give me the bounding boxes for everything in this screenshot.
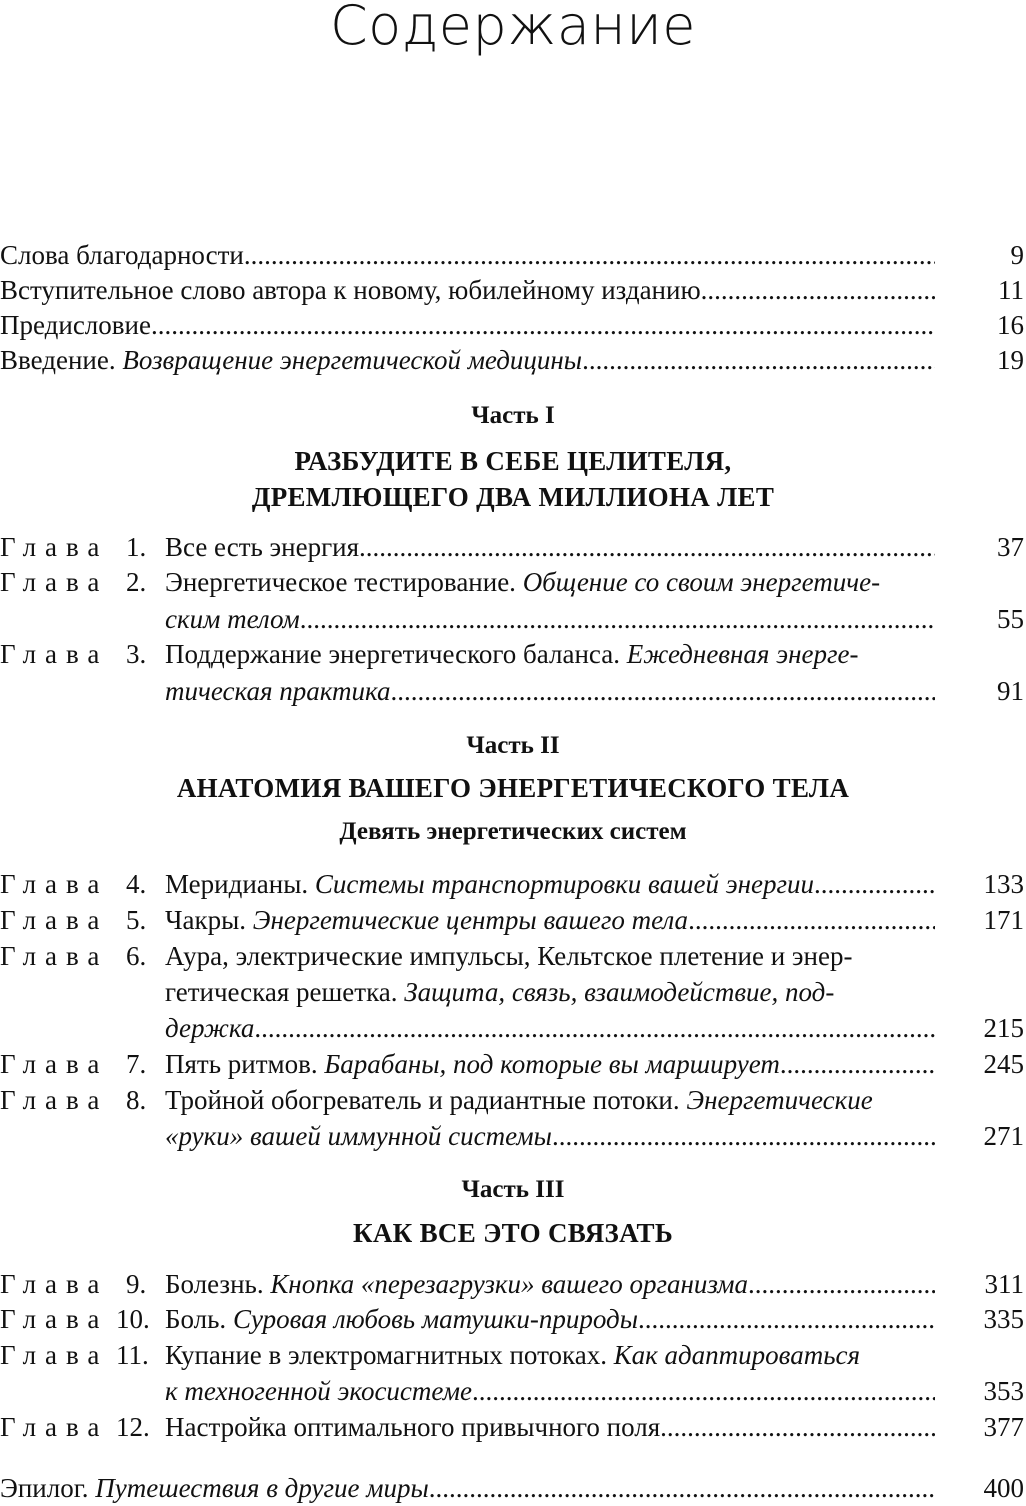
toc-entry[interactable] xyxy=(0,237,1026,273)
entry-subtitle: Энергетические xyxy=(686,1085,873,1115)
toc-entry[interactable] xyxy=(0,307,1026,343)
chapter-label: Глава xyxy=(0,941,109,971)
entry-subtitle: держка xyxy=(165,1013,255,1043)
part-label: Часть I xyxy=(471,402,555,429)
page-number: 215 xyxy=(983,1013,1024,1043)
chapter-label: Глава xyxy=(0,567,109,597)
entry-subtitle: к техногенной экосистеме xyxy=(165,1376,472,1406)
entry-subtitle: Общение со своим энергетиче- xyxy=(522,567,881,597)
entry-title: Купание в электромагнитных потоках. xyxy=(165,1340,614,1370)
chapter-label: Глава xyxy=(0,1085,109,1115)
toc-entry-continuation[interactable] xyxy=(0,673,1026,709)
chapter-label: Глава xyxy=(0,905,109,935)
toc-entry[interactable] xyxy=(0,636,1026,672)
chapter-number: 12. xyxy=(116,1412,150,1442)
chapter-label: Глава xyxy=(0,1340,109,1370)
part-title: АНАТОМИЯ ВАШЕГО ЭНЕРГЕТИЧЕСКОГО ТЕЛА xyxy=(176,773,850,803)
chapter-number: 10. xyxy=(116,1304,150,1334)
toc-entry[interactable] xyxy=(0,1301,1026,1337)
entry-title: Предисловие xyxy=(0,310,151,340)
page-number: 133 xyxy=(983,869,1024,899)
page-number: 55 xyxy=(997,604,1024,634)
chapter-number: 1. xyxy=(126,532,147,562)
part-title: ДРЕМЛЮЩЕГО ДВА МИЛЛИОНА ЛЕТ xyxy=(251,482,775,512)
entry-title: Все есть энергия xyxy=(165,532,360,562)
part-subtitle: Девять энергетических систем xyxy=(339,818,687,845)
chapter-number: 7. xyxy=(126,1049,147,1079)
entry-subtitle: Возвращение энергетической медицины xyxy=(122,345,583,375)
entry-title: Боль. xyxy=(165,1304,233,1334)
entry-subtitle: ским телом xyxy=(165,604,300,634)
chapter-label: Глава xyxy=(0,532,109,562)
toc-entry-continuation[interactable] xyxy=(0,1373,1026,1409)
entry-title: Чакры. xyxy=(165,905,253,935)
entry-subtitle: Кнопка «перезагрузки» вашего организма xyxy=(270,1269,748,1299)
toc-entry-continuation[interactable] xyxy=(0,1010,1026,1046)
chapter-label: Глава xyxy=(0,1269,109,1299)
page-number: 11 xyxy=(998,275,1024,305)
page-title: Содержание xyxy=(329,0,697,57)
entry-title: Болезнь. xyxy=(165,1269,271,1299)
entry-title: Эпилог. xyxy=(0,1473,96,1503)
toc-entry[interactable] xyxy=(0,866,1026,902)
entry-subtitle: Энергетические центры вашего тела xyxy=(252,905,689,935)
entry-title: Энергетическое тестирование. xyxy=(165,567,523,597)
entry-title: Настройка оптимального привычного поля xyxy=(165,1412,661,1442)
part-title: КАК ВСЕ ЭТО СВЯЗАТЬ xyxy=(353,1218,673,1248)
chapter-label: Глава xyxy=(0,1412,109,1442)
entry-subtitle: Защита, связь, взаимодействие, под- xyxy=(404,977,835,1007)
chapter-label: Глава xyxy=(0,639,109,669)
part-title: РАЗБУДИТЕ В СЕБЕ ЦЕЛИТЕЛЯ, xyxy=(294,446,732,476)
page-number: 37 xyxy=(997,532,1024,562)
entry-title: Аура, электрические импульсы, Кельтское плетение и энер- xyxy=(165,941,853,971)
entry-title: Введение. xyxy=(0,345,123,375)
chapter-number: 9. xyxy=(126,1269,147,1299)
entry-title: Тройной обогреватель и радиантные потоки. xyxy=(165,1085,687,1115)
chapter-label: Глава xyxy=(0,1304,109,1334)
entry-title: Слова благодарности xyxy=(0,240,244,270)
page-number: 311 xyxy=(984,1269,1024,1299)
entry-title: Меридианы. xyxy=(165,869,315,899)
toc-entry[interactable] xyxy=(0,1266,1026,1302)
chapter-number: 3. xyxy=(126,639,147,669)
entry-subtitle: Системы транспортировки вашей энергии xyxy=(314,869,815,899)
page-number: 9 xyxy=(1010,240,1024,270)
entry-title: Поддержание энергетического баланса. xyxy=(165,639,627,669)
toc-entry[interactable] xyxy=(0,342,1026,378)
entry-subtitle: Как адаптироваться xyxy=(613,1340,861,1370)
toc-entry[interactable] xyxy=(0,1337,1026,1373)
toc-entry-continuation[interactable] xyxy=(0,1118,1026,1154)
part-label: Часть III xyxy=(461,1176,565,1203)
page-number: 91 xyxy=(997,676,1024,706)
entry-subtitle: тическая практика xyxy=(165,676,391,706)
page-number: 171 xyxy=(983,905,1024,935)
entry-subtitle: Путешествия в другие миры xyxy=(95,1473,429,1503)
entry-title: Вступительное слово автора к новому, юбилейному изданию xyxy=(0,275,701,305)
chapter-number: 8. xyxy=(126,1085,147,1115)
chapter-number: 11. xyxy=(116,1340,149,1370)
toc-entry[interactable] xyxy=(0,1470,1026,1506)
chapter-label: Глава xyxy=(0,1049,109,1079)
chapter-number: 2. xyxy=(126,567,147,597)
toc-entry-continuation[interactable] xyxy=(0,601,1026,637)
page-number: 16 xyxy=(997,310,1024,340)
page-number: 377 xyxy=(983,1412,1024,1442)
toc-entry[interactable] xyxy=(0,902,1026,938)
page-number: 271 xyxy=(983,1121,1024,1151)
entry-subtitle: «руки» вашей иммунной системы xyxy=(165,1121,552,1151)
entry-subtitle: Барабаны, под которые вы марширует xyxy=(324,1049,780,1079)
chapter-number: 4. xyxy=(126,869,147,899)
toc-entry[interactable] xyxy=(0,1046,1026,1082)
chapter-label: Глава xyxy=(0,869,109,899)
page-number: 19 xyxy=(997,345,1024,375)
page-number: 335 xyxy=(983,1304,1024,1334)
entry-subtitle: Ежедневная энерге- xyxy=(626,639,859,669)
toc-entry[interactable] xyxy=(0,1082,1026,1118)
chapter-number: 5. xyxy=(126,905,147,935)
entry-subtitle: Суровая любовь матушки-природы xyxy=(232,1304,638,1334)
page-number: 353 xyxy=(983,1376,1024,1406)
toc-entry[interactable] xyxy=(0,272,1026,308)
part-label: Часть II xyxy=(466,732,560,759)
toc-entry-continuation[interactable] xyxy=(0,974,1026,1010)
entry-title: гетическая решетка. xyxy=(165,977,405,1007)
entry-title: Пять ритмов. xyxy=(165,1049,325,1079)
toc-entry[interactable] xyxy=(0,564,1026,600)
page-number: 400 xyxy=(983,1473,1024,1503)
chapter-number: 6. xyxy=(126,941,147,971)
toc-entry[interactable] xyxy=(0,529,1026,565)
toc-entry[interactable] xyxy=(0,938,1026,974)
toc-entry[interactable] xyxy=(0,1409,1026,1445)
page-number: 245 xyxy=(983,1049,1024,1079)
